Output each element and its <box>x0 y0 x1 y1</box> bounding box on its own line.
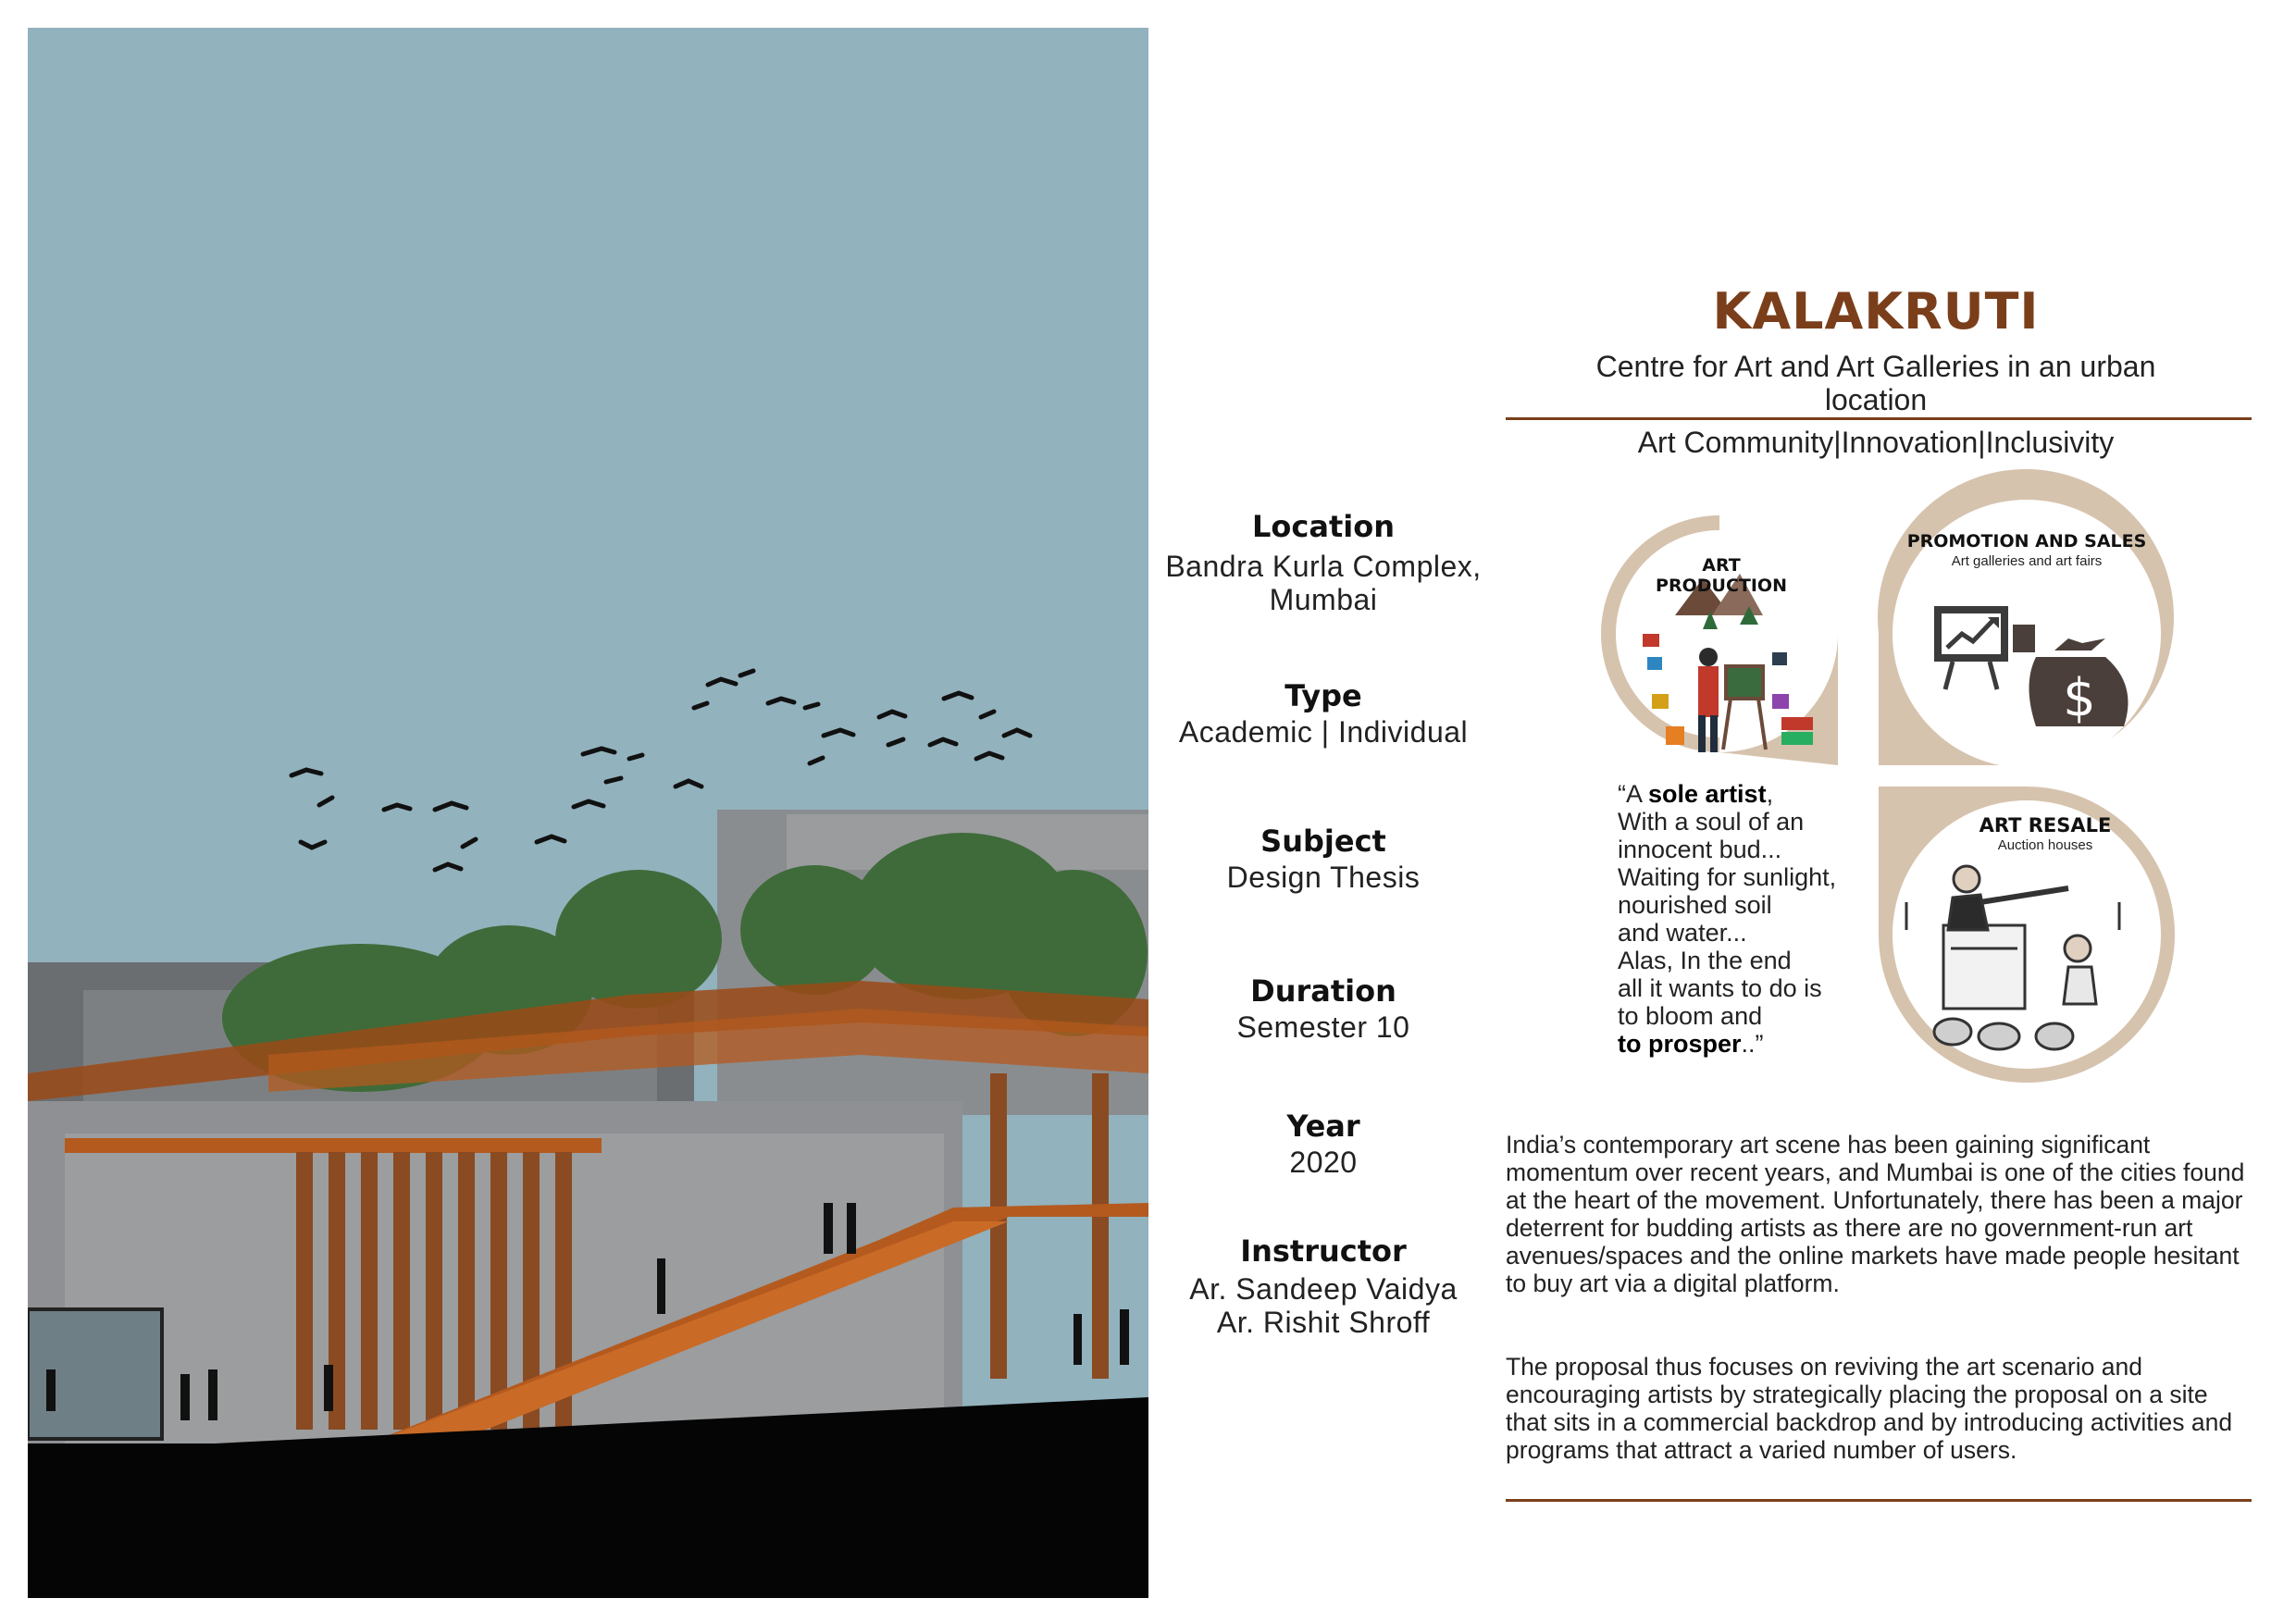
poem-comma: , <box>1766 780 1774 808</box>
instructor-line-1: Ar. Sandeep Vaidya <box>1189 1272 1458 1306</box>
poem-line: nourished soil <box>1618 891 1772 919</box>
promotion-sales-subtitle: Art galleries and art fairs <box>1951 553 2103 569</box>
promotion-sales-title: PROMOTION AND SALES <box>1906 531 2147 551</box>
poem-line: and water... <box>1618 919 1747 947</box>
subject-value: Design Thesis <box>1226 861 1421 894</box>
year-value: 2020 <box>1289 1146 1358 1179</box>
project-subtitle: Centre for Art and Art Galleries in an urban location <box>1595 350 2156 416</box>
poem-line: to bloom and <box>1618 1002 1763 1030</box>
subject-heading: Subject <box>1260 824 1386 859</box>
svg-text:$: $ <box>2063 668 2096 728</box>
poem-line: Alas, In the end <box>1618 947 1792 974</box>
art-production-title: ART PRODUCTION <box>1656 555 1787 596</box>
location-line-1: Bandra Kurla Complex, <box>1165 550 1482 583</box>
subject-block <box>1138 824 1508 894</box>
render-illustration <box>28 28 1148 1598</box>
architectural-render <box>28 28 1148 1598</box>
type-block <box>1138 678 1508 749</box>
description-paragraph-2: The proposal thus focuses on reviving the art scenario and encouraging artists by strategically placing the proposal on a site that sits in a commercial backdrop and by introducing activities and programs that attract a varied number of users. <box>1506 1353 2233 1464</box>
poem-close-quote: ..” <box>1741 1030 1764 1058</box>
project-tagline: Art Community|Innovation|Inclusivity <box>1637 426 2115 459</box>
year-block <box>1138 1109 1508 1179</box>
art-resale-title: ART RESALE <box>1979 814 2112 836</box>
type-value: Academic | Individual <box>1178 715 1469 749</box>
instructor-block <box>1138 1233 1508 1339</box>
poem-bold-to-prosper: to prosper <box>1618 1030 1742 1058</box>
bottom-divider <box>1506 1499 2252 1502</box>
poem-line: all it wants to do is <box>1618 974 1822 1002</box>
description-paragraph-1: India’s contemporary art scene has been gaining significant momentum over recent years, and Mumbai is one of the cities found at the heart of the movement. Unfortunately, there has been a major deterrent for budding artists as there are no government-run art avenues/spaces and the online markets have made people hesitant to buy art via a digital platform. <box>1506 1131 2245 1297</box>
type-heading: Type <box>1285 678 1362 713</box>
year-heading: Year <box>1286 1109 1360 1144</box>
duration-heading: Duration <box>1250 973 1396 1009</box>
poem-line: Waiting for sunlight, <box>1618 863 1837 891</box>
location-line-2: Mumbai <box>1269 583 1378 616</box>
instructor-heading: Instructor <box>1240 1233 1407 1269</box>
location-block <box>1138 509 1508 616</box>
poem-line-1 <box>1618 780 1886 808</box>
project-title: KALAKRUTI <box>1712 282 2040 341</box>
title-divider <box>1506 417 2252 420</box>
instructor-line-2: Ar. Rishit Shroff <box>1216 1306 1431 1339</box>
poem-open-quote: “A <box>1618 780 1649 808</box>
art-resale-subtitle: Auction houses <box>1997 837 2093 853</box>
poem-last-line <box>1618 1030 1886 1058</box>
duration-block <box>1138 973 1508 1044</box>
poem-bold-sole-artist: sole artist <box>1648 780 1767 808</box>
poem-line: With a soul of an <box>1618 808 1805 836</box>
duration-value: Semester 10 <box>1236 1010 1410 1044</box>
poem-line: innocent bud... <box>1618 836 1782 863</box>
location-heading: Location <box>1252 509 1395 544</box>
poem-quote <box>1618 780 1886 1058</box>
